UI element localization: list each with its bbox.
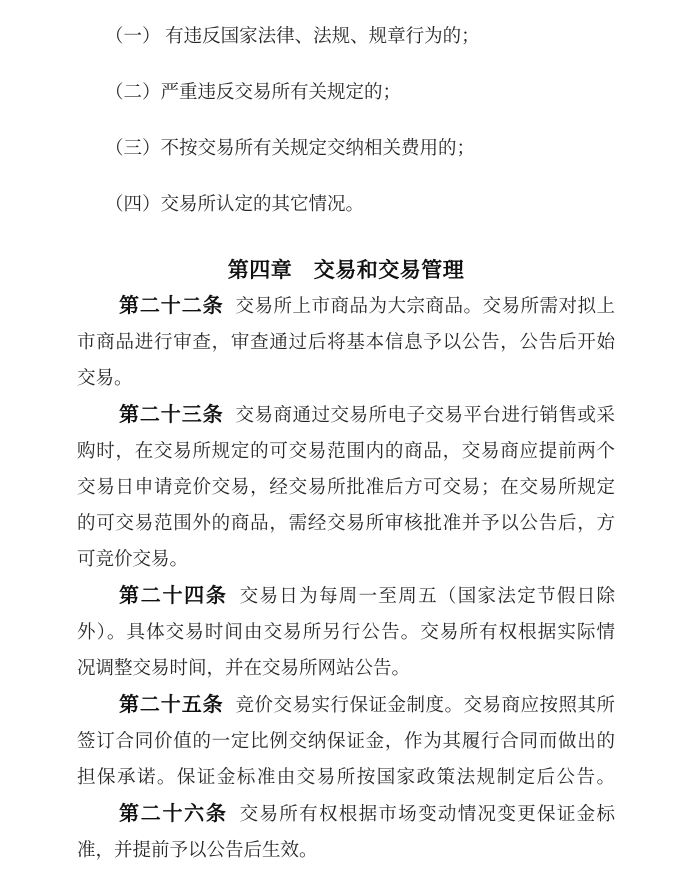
article-25 (77, 687, 615, 796)
article-25-line-1 (77, 687, 615, 724)
article-26-number: 第二十六条 (119, 803, 228, 825)
list-item-4: （四）交易所认定的其它情况。 (105, 194, 365, 215)
article-26 (77, 796, 615, 869)
article-22-number: 第二十二条 (119, 295, 224, 317)
article-23-text-1: 交易商通过交易所电子交易平台进行销售或采 (235, 406, 615, 426)
article-24-number: 第二十四条 (119, 585, 228, 607)
article-22-line-2: 市商品进行审查，审查通过后将基本信息予以公告，公告后开始 (77, 333, 615, 353)
list-item-3: （三）不按交易所有关规定交纳相关费用的； (105, 138, 476, 159)
article-23-line-2: 购时，在交易所规定的可交易范围内的商品，交易商应提前两个 (77, 442, 615, 462)
article-26-text-1: 交易所有权根据市场变动情况变更保证金标 (239, 805, 615, 825)
article-25-number: 第二十五条 (119, 694, 224, 716)
list-item-2: （二）严重违反交易所有关规定的； (105, 82, 402, 103)
article-22-line-3: 交易。 (77, 369, 133, 389)
article-23-line-1 (77, 397, 615, 434)
article-24-line-3: 况调整交易时间，并在交易所网站公告。 (77, 659, 411, 679)
article-25-line-2: 签订合同价值的一定比例交纳保证金，作为其履行合同而做出的 (77, 732, 615, 752)
article-25-line-3: 担保承诺。保证金标准由交易所按国家政策法规制定后公告。 (77, 768, 615, 788)
article-24-line-1 (77, 578, 615, 615)
article-22 (77, 288, 615, 397)
article-23-number: 第二十三条 (119, 404, 224, 426)
article-24-text-1: 交易日为每周一至周五（国家法定节假日除 (239, 587, 615, 607)
article-26-line-1 (77, 796, 615, 833)
article-24-line-2: 外）。具体交易时间由交易所另行公告。交易所有权根据实际情 (77, 623, 615, 643)
list-item-1: （一） 有违反国家法律、法规、规章行为的； (105, 26, 480, 47)
article-23-line-5: 可竞价交易。 (77, 550, 189, 570)
article-26-line-2: 准，并提前予以公告后生效。 (77, 841, 318, 861)
article-23-line-4: 的可交易范围外的商品，需经交易所审核批准并予以公告后，方 (77, 514, 615, 534)
article-22-text-1: 交易所上市商品为大宗商品。交易所需对拟上 (235, 297, 615, 317)
clause-list (77, 19, 615, 225)
article-22-line-1 (77, 288, 615, 325)
article-23 (77, 397, 615, 578)
article-23-line-3: 交易日申请竞价交易，经交易所批准后方可交易；在交易所规定 (77, 478, 615, 498)
chapter-heading: 第四章 交易和交易管理 (227, 259, 465, 282)
article-24 (77, 578, 615, 687)
document-page (0, 19, 692, 861)
article-25-text-1: 竞价交易实行保证金制度。交易商应按照其所 (235, 696, 615, 716)
articles-section (77, 288, 615, 869)
